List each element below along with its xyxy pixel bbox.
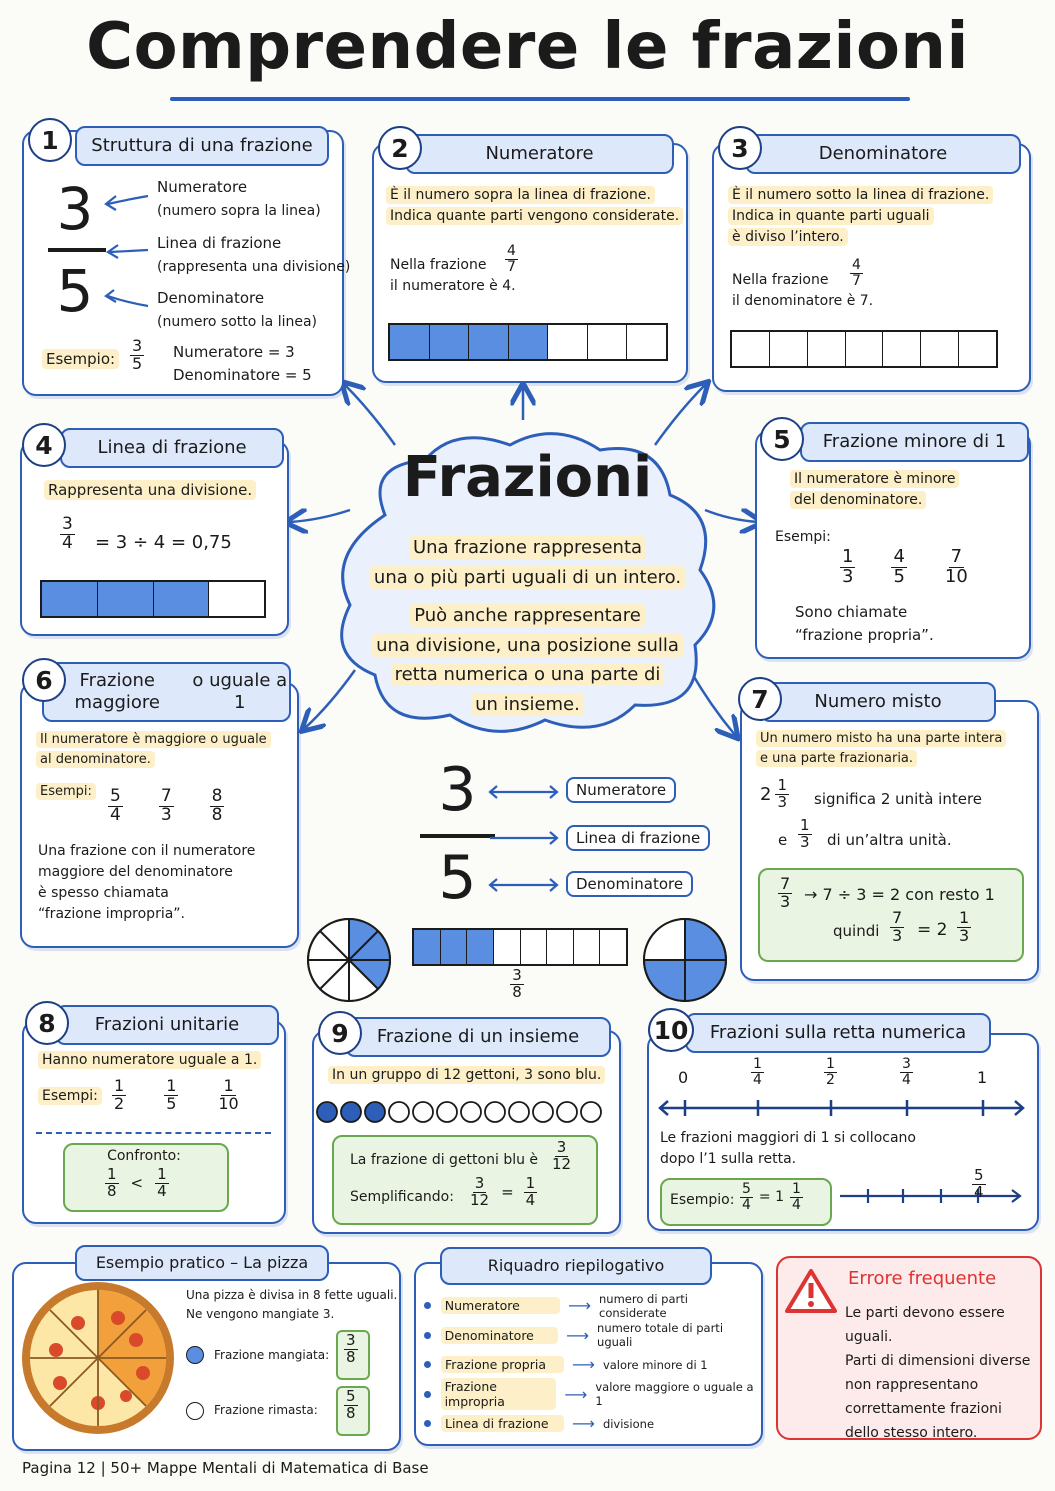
c2-definition: È il numero sopra la linea di frazione. Indica quante parti vengono considerate.	[386, 185, 683, 227]
c4-definition: Rappresenta una divisione.	[44, 479, 256, 502]
eaten-swatch	[186, 1346, 204, 1364]
white-token	[413, 1102, 433, 1122]
c5-fraction-1: 1 3	[842, 546, 854, 587]
arrow-right-icon: ⟶	[564, 1384, 588, 1404]
center-bar-segment	[521, 930, 548, 964]
white-token	[581, 1102, 601, 1122]
c5-fraction-2: 4 5	[893, 546, 905, 587]
c5-examples	[840, 548, 970, 587]
left-swatch	[186, 1402, 204, 1420]
c3-bar-segment	[770, 332, 808, 366]
c3-bar-segment	[808, 332, 846, 366]
c4-quarters-bar	[40, 580, 266, 618]
arrow-right-icon: ⟶	[572, 1355, 595, 1375]
c8-fraction-2: 1 5	[166, 1076, 177, 1113]
c4-fraction: $\frac{3}{4}$	[62, 514, 73, 553]
c1-example-fraction: $\frac{3}{5}$	[132, 336, 143, 373]
c9-result-fraction: $\frac{3}{12}$	[552, 1138, 572, 1173]
summary-desc: valore minore di 1	[602, 1357, 708, 1372]
c6-examples-label: Esempi:	[36, 782, 96, 802]
card-proper-fraction-title: Frazione minore di 1	[800, 422, 1029, 462]
c4-bar-segment	[98, 582, 154, 616]
error-text: Le parti devono essere uguali. Parti di dimensioni diverse non rappresentano correttamente frazioni dello stesso intero.	[845, 1305, 1031, 1442]
pizza-eaten-label: Frazione mangiata:	[214, 1348, 330, 1362]
c2-sevenths-bar	[388, 323, 668, 361]
c8-divider	[36, 1132, 271, 1134]
c9-tokens	[315, 1098, 610, 1126]
card-mixed-number-title: Numero misto	[760, 682, 996, 722]
c1-example-label: Esempio:	[42, 348, 119, 371]
c10-tick-1: 1	[977, 1068, 988, 1087]
card-structure-title: Struttura di una frazione	[75, 126, 329, 166]
c4-bar-segment	[154, 582, 210, 616]
c10-tick-quarter: $\frac{1}{4}$	[753, 1056, 762, 1088]
c1-labels-1: Numeratore (numero sopra la linea)	[157, 178, 321, 219]
center-bar-segment	[574, 930, 601, 964]
center-eighths-bar	[412, 928, 628, 966]
c10-example-label: Esempio:	[670, 1192, 735, 1208]
center-heading: Frazioni	[402, 445, 653, 510]
c2-bar-segment	[588, 325, 628, 359]
summary-row	[424, 1409, 754, 1439]
c1-labels-2: Linea di frazione (rappresenta una divisione)	[157, 234, 351, 275]
card-unit-fractions-title: Frazioni unitarie	[55, 1005, 279, 1045]
summary-desc: valore maggiore o uguale a 1	[595, 1380, 754, 1409]
c6-examples	[108, 788, 224, 825]
card-structure-number: 1	[28, 118, 72, 162]
card-summary-title: Riquadro riepilogativo	[440, 1247, 712, 1285]
c7-improper-2: $\frac{7}{3}$	[892, 908, 903, 945]
c3-example-fraction: $\frac{4}{7}$	[852, 257, 861, 289]
center-label-line: Linea di frazione	[566, 825, 710, 851]
c2-bar-segment	[390, 325, 430, 359]
white-token	[533, 1102, 553, 1122]
c3-bar-segment	[732, 332, 770, 366]
c6-definition: Il numeratore è maggiore o uguale al denominatore.	[36, 730, 271, 770]
summary-row	[424, 1350, 754, 1380]
white-token	[485, 1102, 505, 1122]
c9-result-label: La frazione di gettoni blu è	[350, 1152, 539, 1168]
c2-example: Nella frazione il numeratore è 4.	[390, 257, 516, 294]
summary-desc: numero totale di parti uguali	[597, 1321, 724, 1350]
summary-row	[424, 1291, 754, 1321]
arrow-right-icon: ⟶	[572, 1414, 595, 1434]
c5-fraction-3: 7 10	[944, 546, 968, 587]
pizza-left-fraction: $\frac{5}{8}$	[346, 1387, 356, 1422]
c3-definition: È il numero sotto la linea di frazione. Indica in quante parti uguali è diviso l’intero.	[728, 185, 993, 248]
c7-meaning-2: di un’altra unità.	[827, 831, 952, 849]
center-bar-segment	[494, 930, 521, 964]
c8-fraction-1: 1 2	[114, 1076, 125, 1113]
white-token	[437, 1102, 457, 1122]
card-numerator-number: 2	[378, 126, 422, 170]
card-fraction-line-title: Linea di frazione	[60, 428, 284, 468]
c8-compare-label: Confronto:	[107, 1148, 181, 1164]
card-denominator-title: Denominatore	[745, 134, 1021, 174]
c3-sevenths-bar	[730, 330, 998, 368]
summary-list	[424, 1291, 754, 1439]
bullet-icon	[424, 1420, 431, 1427]
c3-bar-segment	[883, 332, 921, 366]
c10-number-line	[655, 1055, 1030, 1125]
arrow-right-icon: ⟶	[566, 1325, 590, 1345]
bullet-icon	[424, 1302, 431, 1309]
pie-eighths-3	[304, 915, 394, 1005]
c1-line	[48, 248, 106, 252]
big-fraction-line	[420, 834, 495, 838]
white-token	[557, 1102, 577, 1122]
card-denominator-number: 3	[718, 126, 762, 170]
center-bar-segment	[441, 930, 468, 964]
c4-equation: = 3 ÷ 4 = 0,75	[95, 532, 232, 553]
c8-compare: 1 8 < 1 4	[107, 1165, 167, 1200]
center-text-2: Può anche rappresentare una divisione, una posizione sulla retta numerica o una parte di un insieme.	[325, 601, 730, 720]
c5-examples-label: Esempi:	[775, 529, 831, 545]
center-bar-fraction: $\frac{3}{8}$	[512, 966, 522, 1001]
c2-example-fraction: $\frac{4}{7}$	[507, 243, 516, 275]
center-bar-segment	[547, 930, 574, 964]
white-token	[389, 1102, 409, 1122]
c4-bar-segment	[42, 582, 98, 616]
summary-desc: divisione	[602, 1416, 655, 1431]
c7-quindi: quindi	[833, 922, 880, 940]
c10-example: $\frac{5}{4}$ = 1 1 4	[742, 1181, 801, 1213]
pizza-image	[18, 1278, 178, 1438]
c2-bar-segment	[430, 325, 470, 359]
card-improper-fraction-number: 6	[22, 658, 66, 702]
card-set-fraction-number: 9	[318, 1011, 362, 1055]
card-proper-fraction-number: 5	[760, 417, 804, 461]
card-improper-fraction-title: Frazione maggiore o uguale a 1	[42, 662, 291, 722]
page-title: Comprendere le frazioni	[86, 10, 969, 84]
c4-bar-segment	[209, 582, 264, 616]
big-fraction-denominator: 5	[438, 843, 477, 913]
c8-examples	[112, 1078, 241, 1113]
c7-division: → 7 ÷ 3 = 2 con resto 1	[804, 885, 995, 904]
center-label-denominator: Denominatore	[566, 871, 693, 897]
c3-bar-segment	[846, 332, 884, 366]
c7-meaning-1: significa 2 unità intere	[814, 790, 983, 808]
c3-bar-segment	[959, 332, 996, 366]
c10-tick-0: 0	[678, 1068, 689, 1087]
card-mixed-number-number: 7	[738, 677, 782, 721]
c7-improper: $\frac{7}{3}$	[780, 874, 791, 911]
card-number-line-title: Frazioni sulla retta numerica	[685, 1013, 991, 1053]
card-unit-fractions-number: 8	[25, 1001, 69, 1045]
c3-example: Nella frazione il denominatore è 7.	[732, 272, 874, 309]
bullet-icon	[424, 1361, 431, 1368]
c8-definition: Hanno numeratore uguale a 1.	[38, 1050, 261, 1071]
c1-labels-3: Denominatore (numero sotto la linea)	[157, 289, 318, 330]
c9-definition: In un gruppo di 12 gettoni, 3 sono blu.	[328, 1065, 605, 1086]
summary-term: Denominatore	[441, 1327, 558, 1344]
center-bar-segment	[467, 930, 494, 964]
c6-fraction-3: 8 8	[211, 786, 223, 825]
c10-note: Le frazioni maggiori di 1 si collocano dopo l’1 sulla retta.	[660, 1130, 916, 1167]
center-bar-segment	[414, 930, 441, 964]
error-title: Errore frequente	[848, 1268, 997, 1289]
blue-token	[341, 1102, 361, 1122]
c7-definition: Un numero misto ha una parte intera e una parte frazionaria.	[756, 729, 1006, 769]
c7-fraction: $\frac{1}{3}$	[800, 816, 810, 851]
c9-simplify-label: Semplificando:	[350, 1189, 454, 1205]
bullet-icon	[424, 1332, 431, 1339]
center-label-arrows	[485, 780, 565, 900]
card-fraction-line-number: 4	[22, 423, 66, 467]
pizza-description: Una pizza è divisa in 8 fette uguali. Ne vengono mangiate 3.	[186, 1288, 398, 1321]
c7-and: e	[778, 831, 788, 849]
center-bar-segment	[600, 930, 626, 964]
c10-tick-three-quarters: $\frac{3}{4}$	[902, 1056, 911, 1088]
pizza-eaten-fraction: $\frac{3}{8}$	[346, 1331, 356, 1366]
summary-desc: numero di parti considerate	[599, 1291, 688, 1320]
big-fraction-numerator: 3	[438, 755, 477, 825]
c2-bar-segment	[627, 325, 666, 359]
c8-examples-label: Esempi:	[38, 1086, 102, 1107]
c10-extended-line	[838, 1185, 1028, 1207]
c2-bar-segment	[509, 325, 549, 359]
bullet-icon	[424, 1391, 431, 1398]
summary-term: Frazione impropria	[441, 1378, 557, 1410]
c1-denominator: 5	[56, 257, 94, 325]
warning-icon	[785, 1268, 837, 1314]
c7-result-fraction: $\frac{1}{3}$	[959, 908, 970, 945]
card-number-line-number: 10	[648, 1008, 694, 1052]
summary-row	[424, 1321, 754, 1351]
summary-term: Frazione propria	[441, 1356, 564, 1373]
card-numerator-title: Numeratore	[405, 134, 674, 174]
footer: Pagina 12 | 50+ Mappe Mentali di Matematica di Base	[22, 1459, 429, 1477]
center-label-numerator: Numeratore	[566, 777, 676, 803]
c6-fraction-1: 5 4	[110, 786, 121, 825]
c3-bar-segment	[921, 332, 959, 366]
c5-note: Sono chiamate “frazione propria”.	[795, 603, 934, 644]
summary-row	[424, 1380, 754, 1410]
c1-numerator: 3	[56, 175, 94, 243]
c1-arrows	[100, 188, 155, 318]
card-set-fraction-title: Frazione di un insieme	[345, 1017, 611, 1057]
card-pizza-title: Esempio pratico – La pizza	[75, 1245, 329, 1281]
summary-term: Linea di frazione	[441, 1415, 564, 1432]
c10-tick-half: $\frac{1}{2}$	[826, 1056, 835, 1088]
c1-example-values: Numeratore = 3 Denominatore = 5	[173, 343, 312, 384]
blue-token	[317, 1102, 337, 1122]
blue-token	[365, 1102, 385, 1122]
c10-mark-five-quarters: $\frac{5}{4}$	[974, 1166, 984, 1201]
summary-term: Numeratore	[441, 1297, 560, 1314]
c2-bar-segment	[469, 325, 509, 359]
c7-result: = 2	[917, 920, 948, 940]
c2-bar-segment	[548, 325, 588, 359]
arrow-right-icon: ⟶	[568, 1296, 591, 1316]
center-text-1: Una frazione rappresenta una o più parti uguali di un intero.	[325, 533, 730, 592]
c7-mixed: 2 1 3	[760, 776, 787, 811]
c5-definition: Il numeratore è minore del denominatore.	[790, 469, 959, 511]
c9-simplify: $\frac{3}{12}$ = $\frac{1}{4}$	[470, 1174, 536, 1209]
pie-quarters-3	[640, 915, 730, 1005]
c6-fraction-2: 7 3	[160, 786, 172, 825]
white-token	[461, 1102, 481, 1122]
c6-note: Una frazione con il numeratore maggiore del denominatore è spesso chiamata “frazione impropria”.	[38, 843, 256, 922]
white-token	[509, 1102, 529, 1122]
c8-fraction-3: 1 10	[218, 1076, 239, 1113]
pizza-left-label: Frazione rimasta:	[214, 1403, 318, 1417]
